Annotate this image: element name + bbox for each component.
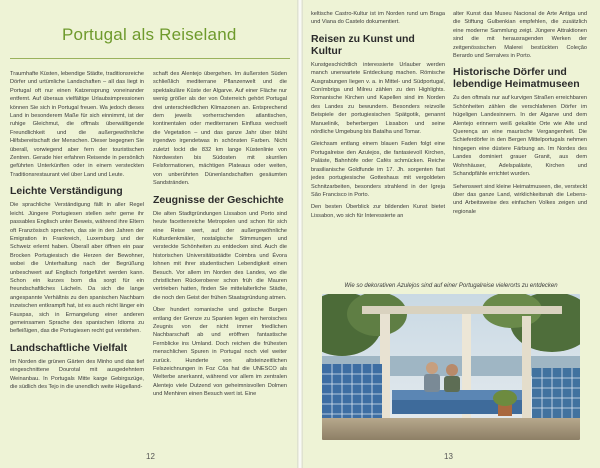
- heading-kunst: Reisen zu Kunst und Kultur: [311, 32, 415, 57]
- intro-paragraph: Traumhafte Küsten, lebendige Städte, traditionsreiche Dörfer und urtümliche Landschaften – all das liegt in Portugal oft nur einen Katzensprung voneinander entfernt. Auf überaus vielfältige Urlaubsimpressionen können Sie sich in Portugal freuen. Wa jedoch dieses Land in besonderem Maße für sich einnimmt, ist der ruhige Gleichmut, die offmals überwältigende Freundlichkeit und die außergewöhnliche Hilfsbereitschaft der Menschen. Dieser begegnen Sie überall, vorwiegend aber fern der touristischen Zentren. Gerade hier erfahren Reisende in persönlich geführten Unterkünften oder in einem versteckten Traditionsrestaurant viel über Land und Leute.: [10, 71, 144, 178]
- right-column-1: [311, 10, 445, 224]
- kunst-paragraph-2: Gleichsam entlang einem blauen Faden folgt eine Portugalreise den Azulejos, die fantasievoll Kirchen, Paläste, Bahnhöfe oder Cafés schmücken. Reiche brasilianische Goldfunde im 17. Jh. sorgenten fast jedes portugiesische Gotteshaus mit vergoldeten Schnitzarbeiten, besonders strahlend in der Igreja São Francisco in Porto.: [311, 141, 445, 198]
- museum-paragraph: alter Kunst das Museu Nacional de Arte Antiga und die Stiftung Gulbenkian empfehlen, die zusätzlich eine moderne Sammlung zeigt. Jüngere Attraktionen sind die mit herausragenden Werken der zeitgenössischen Malerei bestückten Coleção Berardo und Serralves in Porto.: [453, 11, 587, 60]
- heading-vielfalt: Landschaftliche Vielfalt: [10, 341, 128, 354]
- castro-paragraph: keltische Castro-Kultur ist im Norden rund um Braga und Viana do Castelo dokumentiert.: [311, 11, 445, 26]
- left-column-2: [153, 70, 287, 403]
- vielfalt-paragraph: Im Norden die grünen Gärten des Minho und das tief eingeschnittene Dourotal mit ausgedehntem Weinanbau. In Portugals Mitte karge Gebirgszüge, die südlich des Tejo in die unendlich weite Hügelland-: [10, 358, 144, 390]
- right-column-2: [453, 10, 587, 220]
- landscape-paragraph: schaft des Alentejo übergehen. Im äußersten Süden schließlich mediterrane Pflanzenwelt und die spektakuläre Küste der Algarve. Auf einer Fläche nur wenig größer als der von Österreich gehört Portugal drei unterschiedlichen Klimazonen an. Entsprechend dem jeweils vorherrschenden atlantischen, kontinentalen oder mediterranen Einfluss wechselt die Vegetation – und das ganze Jahr über blüht irgendwo irgendetwas in schönsten Farben. Nicht zuletzt lockt die 832 km lange Küstenlinie von Nordwesten bis Südosten mit skurrilen Felsformationen, mächtigen Plateaus oder weiten, von unberührten Dünenlandschaften gesäumten Sandstränden.: [153, 71, 287, 187]
- page-number-left: 12: [146, 452, 155, 461]
- heading-zeugnisse: Zeugnisse der Geschichte: [153, 193, 284, 206]
- history-paragraph-2: Über hundert romanische und gotische Burgen entlang der Grenze zu Spanien legen ein heroisches Zeugnis von der nicht immer friedlichen Nachbarschaft ab und eröffnen fantastische Fernblicke ins Umland. Doch reichen die frühesten menschlichen Spuren in Portugal noch viel weiter zurück. Hunderte von altsteinzeitlichen Felszeichnungen in Foz Côa hat die UNESCO als Welterbe anerkannt, während vor allem im zentralen Alentejo viele Dutzend von geheimnisvollen Dolmen und Menhiren einen Besuch wert ist. Eine: [153, 307, 287, 398]
- page-title: Portugal als Reiseland: [62, 25, 237, 44]
- heading-doerfer: Historische Dörfer und lebendige Heimatmuseen: [453, 66, 580, 91]
- photo-illustration: [322, 294, 580, 440]
- verstaendigung-paragraph: Die sprachliche Verständigung fällt in aller Regel leicht. Jüngere Portugiesen stellen sehr gerne ihr passables Englisch unter Beweis, während ihre Eltern oft Französisch sprechen, das sie in den Jahren der Emigration in Frankreich, Luxemburg und der Schweiz erlernt haben. Überall aber öffnen ein paar Brocken Portugiesisch die Herzen der Bewohner, wobei die Unterhaltung nach der Begrüßung unbeschwert auf Englisch fortgeführt werden kann. Schon ein kurzes bom dia sorgt für ein freundschaftliches Lächeln. Da sich die lange angespannte Verhältnis zu den spanischen Nachbarn inzwischen entkrampft hat, ist es auch nicht länger ein Fauxpas, sich in Ermangelung einer anderen gemeinsamen Sprache des spanischen Idioms zu befleißigen, das die Portugiesen recht gut verstehen.: [10, 202, 145, 335]
- heading-verstaendigung: Leichte Verständigung: [10, 185, 123, 198]
- azulejo-terrace-photo: [322, 294, 580, 440]
- history-paragraph-1: Die alten Stadtgründungen Lissabon und Porto sind heute facettenreiche Metropolen und schon für sich eine Reise wert, auf der außergewöhnliche Kulturdenkmäler, nostalgische Stimmungen und versteckte Schönheiten zu entdecken sind. Auch die historischen Universitätsstädte Coimbra und Évora lohnen mit ihrer studentischen Lebendigkeit einen Besuch. Vor allem im Norden des Landes, wo die christlichen Rückeroberer schon früh die Mauren vertrieben hatten, finden Sie mittelalterliche Städte, die noch den Geist der frühen Staatsgründung atmen.: [153, 210, 287, 301]
- page-number-right: 13: [444, 452, 453, 461]
- kunst-paragraph-1: Kunstgeschichtlich interessierte Urlauber werden manch unerwartete Entdeckung machen. Römische Ausgrabungen liegen v. a. in Mittel- und Südportugal, Conímbriga und Milreu zählen zu den Highlights. Romanische Kirchen und Kapellen sind im Norden des Landes zu bewundern. Besonders reizvolle Beispiele der portugiesischen Spätgotik, genannt Manuelinik, beherbergen Lissabon und seine nördliche Umgebung bis Batalha und Tomar.: [311, 61, 445, 136]
- kunst-paragraph-3: Den besten Überblick zur bildenden Kunst bietet Lissabon, wo sich für Interessierte an: [311, 204, 445, 219]
- doerfer-paragraph: Zu den oftmals nur auf kurvigen Straßen erreichbaren Schönheiten zählen die verschlafenen Dörfer im hügeligen Landesinnern. In der Algarve und dem Alentejo erinnern weiß gekalkte Orte wie Alte und Querença an eine maurische Vergangenheit. Die Schieferdörfer in den Bergen Mittelportugals nehmen hingegen eine düstere Färbung an. Im Nordes des Landes dominiert grauer Granit, aus dem Wohnhäuser, Adelspaläste, Kirchen und Schandpfähle errichtet wurden.: [453, 95, 587, 178]
- photo-caption: Wie so dekorativen Azulejos sind auf einer Portugalreise vielerorts zu entdecken: [344, 283, 558, 289]
- heimatmuseen-paragraph: Sehenswert sind kleine Heimatmuseen, die, versteckt über das ganze Land, wirklichkeitsnah die Lebens- und Arbeitsweise des einfachen Volkes zeigen und regionale: [453, 183, 587, 215]
- left-page: [0, 0, 297, 468]
- left-column-1: [10, 70, 144, 395]
